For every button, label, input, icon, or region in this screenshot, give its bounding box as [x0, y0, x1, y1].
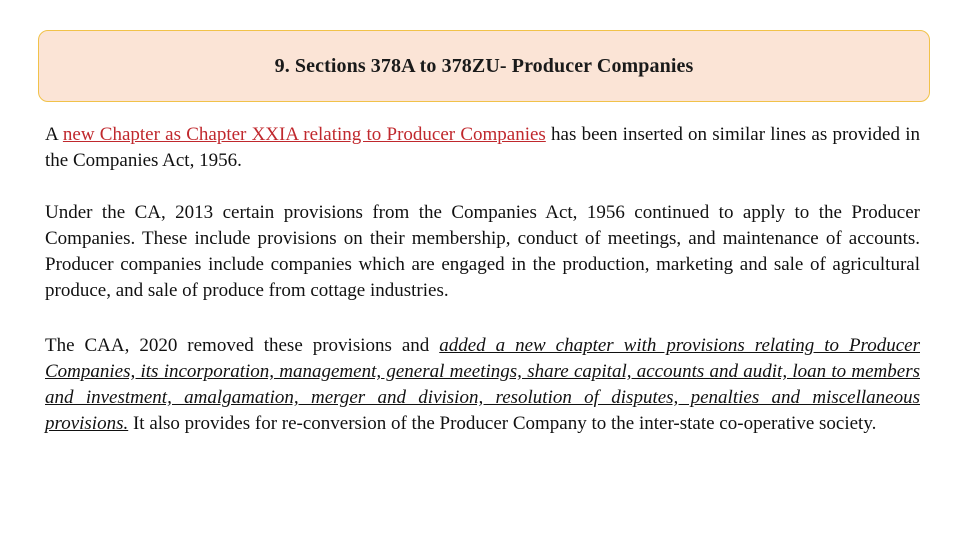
para3-emphasis: added a new chapter with provisions relating to Producer Companies, its incorporation, management, general meetings, share capital, accounts and audit, loan to members and investment, amalgamation, merger and division, resolution of disputes, penalties and miscellaneous provisions.	[45, 335, 920, 434]
slide-title: 9. Sections 378A to 378ZU- Producer Companies	[274, 54, 694, 77]
paragraph-ca-2013: Under the CA, 2013 certain provisions from the Companies Act, 1956 continued to apply to the Producer Companies. These include provisions on their membership, conduct of meetings, and maintenance of accounts. Producer companies include companies which are engaged in the production, marketing and sale of agricultural produce, and sale of produce from cottage industries.	[45, 202, 920, 301]
para1-start: A	[45, 124, 63, 145]
para3-end: It also provides for re-conversion of the Producer Company to the inter-state co-operative society.	[128, 413, 877, 434]
paragraph-caa-2020	[45, 333, 920, 437]
para1-highlight: new Chapter as Chapter XXIA relating to Producer Companies	[62, 124, 546, 145]
title-box	[38, 30, 930, 102]
para3-start: The CAA, 2020 removed these provisions and	[45, 335, 440, 356]
para1-end: has been inserted on similar lines as provided in the Companies Act, 1956.	[45, 124, 920, 171]
paragraph-new-chapter	[45, 122, 920, 174]
